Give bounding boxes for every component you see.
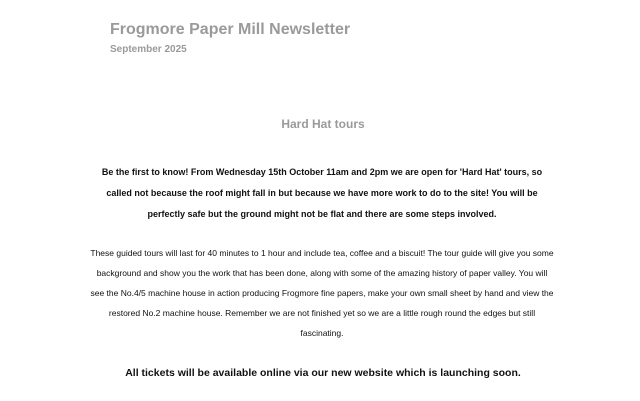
tickets-notice: All tickets will be available online via our new website which is launching soon. [125,367,521,379]
newsletter-date: September 2025 [110,44,187,55]
details-paragraph: These guided tours will last for 40 minutes to 1 hour and include tea, coffee and a biscuit! The tour guide will give you some background and show you the work that has been done, along with some of the amazing history of paper valley. You will see the No.4/5 machine house in action producing Frogmore fine papers, make your own small sheet by hand and view the restored No.2 machine house. Remember we are not finished yet so we are a little rough round the edges but still fascinating. [90,248,554,338]
section-heading: Hard Hat tours [281,117,365,131]
newsletter-title: Frogmore Paper Mill Newsletter [110,21,351,38]
intro-paragraph: Be the first to know! From Wednesday 15th October 11am and 2pm we are open for 'Hard Hat' tours, so called not because the roof might fall in but because we have more work to do to the site! You will be perfectly safe but the ground might not be flat and there are some steps involved. [101,167,543,219]
